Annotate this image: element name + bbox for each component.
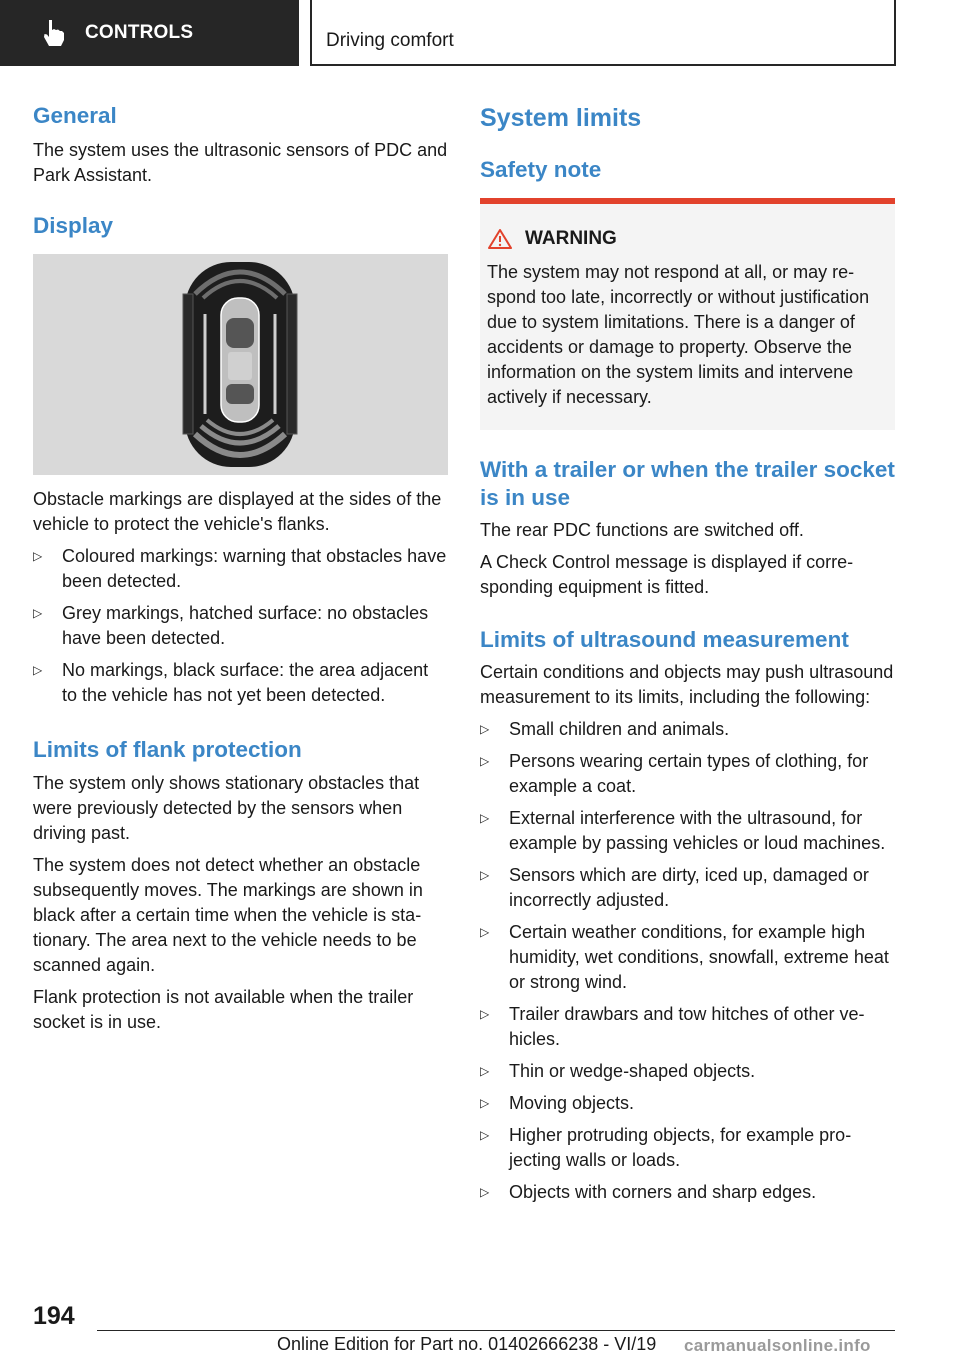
system-limits-heading: System limits <box>480 104 642 132</box>
triangle-bullet-icon: ▷ <box>480 1096 490 1110</box>
warning-title-row <box>487 226 888 252</box>
flank-paragraph-1: The system only shows stationary obstacles that were previously detected by the sensors when driving past. <box>33 773 420 843</box>
list-item: ▷ Coloured markings: warning that obstacles have been detected. <box>33 546 447 591</box>
page-number: 194 <box>33 1302 75 1330</box>
warning-box <box>480 198 895 430</box>
list-item: ▷ Objects with corners and sharp edges. <box>480 1180 895 1205</box>
triangle-bullet-icon: ▷ <box>33 549 43 563</box>
flank-paragraph-2: The system does not detect whether an obstacle subsequently moves. The markings are shown in black after a certain time when the vehicle is stationary. The area next to the vehicle needs to be scanned again. <box>33 855 423 975</box>
edition-text: Online Edition for Part no. 01402666238 - VI/19 <box>277 1334 657 1354</box>
general-heading: General <box>33 103 117 128</box>
triangle-bullet-icon: ▷ <box>480 754 490 768</box>
list-item: ▷ Higher protruding objects, for example projecting walls or loads. <box>480 1125 852 1170</box>
list-item: ▷ External interference with the ultrasound, for example by passing vehicles or loud machines. <box>480 808 886 853</box>
page-header <box>0 0 960 66</box>
warning-triangle-icon <box>487 228 513 250</box>
triangle-bullet-icon: ▷ <box>480 811 490 825</box>
general-text: The system uses the ultrasonic sensors of PDC and Park Assistant. <box>33 140 448 185</box>
pointing-hand-icon <box>40 18 66 48</box>
watermark: carmanualsonline.info <box>684 1336 871 1355</box>
ultrasound-bullet-list <box>480 717 895 1205</box>
triangle-bullet-icon: ▷ <box>480 925 490 939</box>
section-tab[interactable] <box>310 0 896 66</box>
trailer-paragraph-2: A Check Control message is displayed if corresponding equipment is fitted. <box>480 552 854 597</box>
triangle-bullet-icon: ▷ <box>480 1185 490 1199</box>
chapter-label: CONTROLS <box>85 22 194 43</box>
pdc-display-figure <box>33 254 448 475</box>
ultrasound-intro: Certain conditions and objects may push ultrasound measurement to its limits, including the following: <box>480 662 894 707</box>
triangle-bullet-icon: ▷ <box>480 868 490 882</box>
safety-note-heading: Safety note <box>480 157 602 182</box>
car-flank-protection-illustration <box>33 254 448 475</box>
list-item: ▷ Certain weather conditions, for example high humidity, wet conditions, snowfall, extreme heat or strong wind. <box>480 922 889 992</box>
trailer-paragraph-1: The rear PDC functions are switched off. <box>480 520 804 540</box>
display-caption: Obstacle markings are displayed at the sides of the vehicle to protect the vehicle's flanks. <box>33 489 442 534</box>
section-label: Driving comfort <box>326 30 454 51</box>
list-item: ▷ Moving objects. <box>480 1091 895 1116</box>
flank-protection-heading: Limits of flank protection <box>33 737 302 762</box>
footer-divider <box>97 1330 895 1331</box>
right-column <box>480 100 895 1212</box>
list-item: ▷ Small children and animals. <box>480 717 895 742</box>
warning-text: The system may not respond at all, or may respond too late, incorrectly or without justification due to system limitations. There is a danger of accidents or damage to property. Observe the information on the system limits and intervene actively if necessary. <box>487 262 870 407</box>
left-column <box>33 100 448 1035</box>
display-bullet-list <box>33 544 448 708</box>
triangle-bullet-icon: ▷ <box>480 722 490 736</box>
list-item: ▷ Sensors which are dirty, iced up, damaged or incorrectly adjusted. <box>480 865 869 910</box>
triangle-bullet-icon: ▷ <box>480 1007 490 1021</box>
trailer-heading: With a trailer or when the trailer socket is in use <box>480 457 895 510</box>
warning-title: WARNING <box>525 228 617 249</box>
display-heading: Display <box>33 213 114 238</box>
chapter-tab[interactable] <box>0 0 299 66</box>
list-item: ▷ Trailer drawbars and tow hitches of other vehicles. <box>480 1004 865 1049</box>
list-item: ▷ Thin or wedge-shaped objects. <box>480 1059 895 1084</box>
list-item: ▷ No markings, black surface: the area adjacent to the vehicle has not yet been detected. <box>33 660 429 705</box>
triangle-bullet-icon: ▷ <box>480 1128 490 1142</box>
triangle-bullet-icon: ▷ <box>480 1064 490 1078</box>
ultrasound-heading: Limits of ultrasound measurement <box>480 627 849 652</box>
list-item: ▷ Persons wearing certain types of clothing, for example a coat. <box>480 751 869 796</box>
list-item: ▷ Grey markings, hatched surface: no obstacles have been detected. <box>33 603 429 648</box>
flank-paragraph-3: Flank protection is not available when the trailer socket is in use. <box>33 987 414 1032</box>
triangle-bullet-icon: ▷ <box>33 663 43 677</box>
triangle-bullet-icon: ▷ <box>33 606 43 620</box>
